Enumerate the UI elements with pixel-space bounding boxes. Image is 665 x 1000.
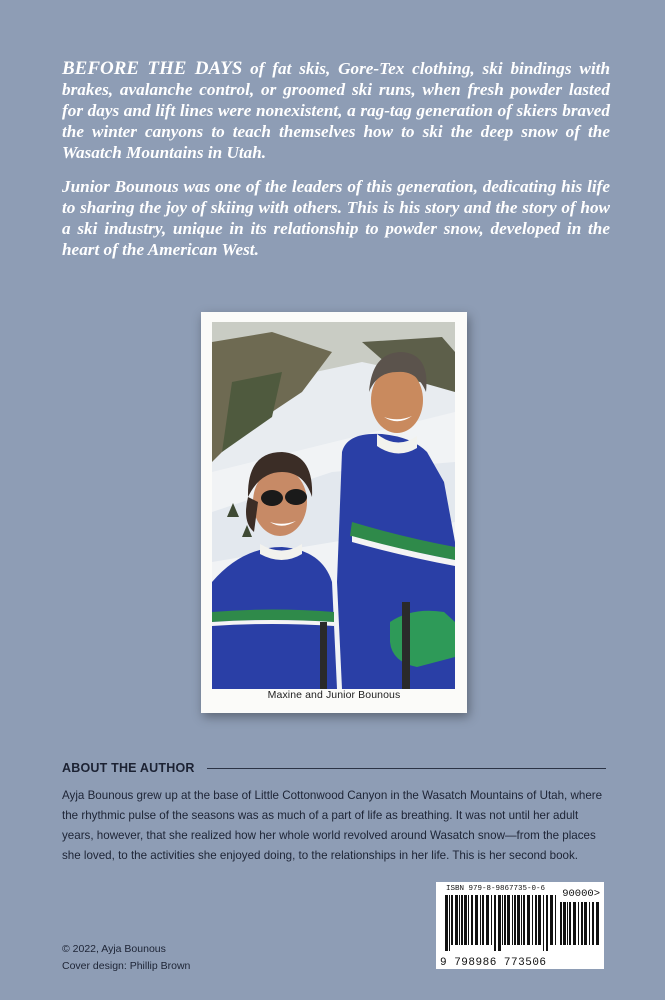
credits xyxy=(62,941,190,975)
skiers-photo xyxy=(212,322,455,689)
skiers-photo-illustration xyxy=(212,322,455,689)
photo-frame xyxy=(201,312,467,713)
blurb-lead: BEFORE THE DAYS xyxy=(62,58,243,79)
about-author-rule xyxy=(207,768,606,769)
about-author-title: ABOUT THE AUTHOR xyxy=(62,761,195,775)
price-code: 90000> xyxy=(562,888,600,900)
isbn-label: ISBN 979-8-9867735-0-6 xyxy=(446,885,546,893)
blurb-paragraph-2: Junior Bounous was one of the leaders of this generation, dedicating his life to sharing the joy of skiing with others. This is his story and the story of how a ski industry, unique in its relationship to powder snow, developed in the heart of the American West. xyxy=(62,177,610,259)
cover-design-line: Cover design: Phillip Brown xyxy=(62,960,191,972)
copyright-line: © 2022, Ayja Bounous xyxy=(62,943,166,955)
about-author-header xyxy=(62,758,606,778)
isbn-digits: 9 798986 773506 xyxy=(440,957,547,969)
isbn-barcode xyxy=(436,882,604,969)
photo-caption: Maxine and Junior Bounous xyxy=(267,689,401,701)
blurb-paragraph-1 xyxy=(62,58,610,163)
about-author-text: Ayja Bounous grew up at the base of Little Cottonwood Canyon in the Wasatch Mountains of Utah, where the rhythmic pulse of the seasons was as much of a part of life as breathing. It was not until her adult years, however, that she realized how her whole world revolved around Wasatch snow—from the places she loved, to the activities she enjoyed doing, to the relationships in her life. This is her second book. xyxy=(62,789,603,862)
barcode-addon-bars xyxy=(560,902,600,951)
barcode-main-bars xyxy=(445,895,557,951)
blurb-paragraph-1-text: of fat skis, Gore-Tex clothing, ski bindings with brakes, avalanche control, or groomed ski runs, when fresh powder lasted for days and lift lines were nonexistent, a rag-tag generation of skiers braved the winter canyons to teach themselves how to ski the deep snow of the Wasatch Mountains in Utah. xyxy=(62,59,611,162)
